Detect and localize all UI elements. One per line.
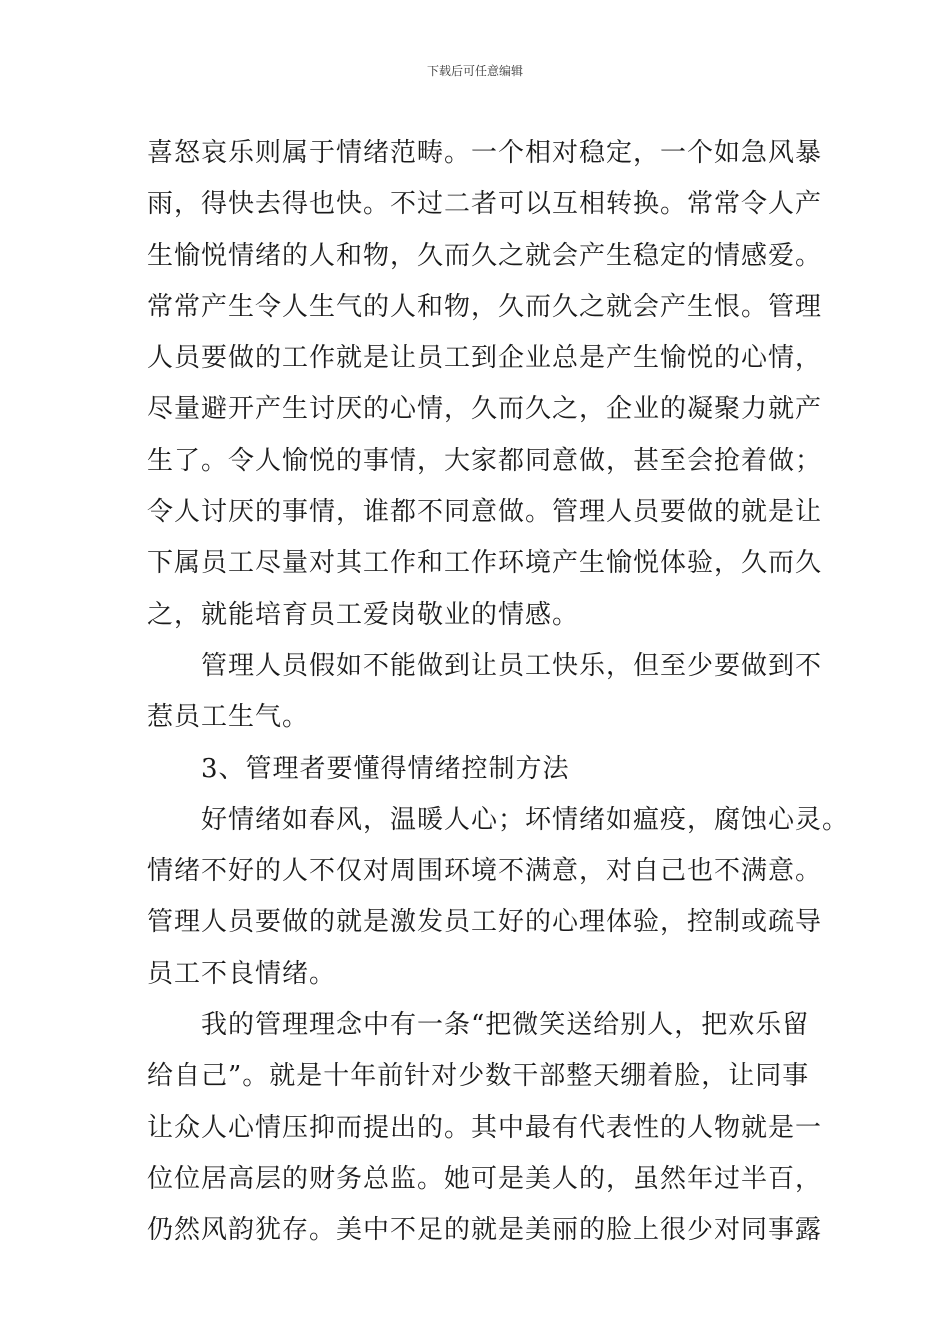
text-line: 令人讨厌的事情，谁都不同意做。管理人员要做的就是让 <box>147 497 823 528</box>
document-body <box>147 128 850 1257</box>
page-header: 下载后可任意编辑 <box>426 64 523 78</box>
text-line: 雨，得快去得也快。不过二者可以互相转换。常常令人产 <box>147 189 823 220</box>
text-line: 人员要做的工作就是让员工到企业总是产生愉悦的心情， <box>147 343 823 374</box>
text-line: 生愉悦情绪的人和物，久而久之就会产生稳定的情感爱。 <box>147 240 823 271</box>
text-line: 常常产生令人生气的人和物，久而久之就会产生恨。管理 <box>147 291 823 322</box>
text-line: 尽量避开产生讨厌的心情，久而久之，企业的凝聚力就产 <box>147 394 823 425</box>
text-line: 管理人员假如不能做到让员工快乐，但至少要做到不 <box>201 650 823 681</box>
text-line: 情绪不好的人不仅对周围环境不满意，对自己也不满意。 <box>147 856 823 887</box>
text-line: 喜怒哀乐则属于情绪范畴。一个相对稳定，一个如急风暴 <box>147 138 823 168</box>
text-line: 惹员工生气。 <box>147 702 310 733</box>
text-line: 我的管理理念中有一条“把微笑送给别人，把欢乐留 <box>201 1010 810 1041</box>
text-line: 管理人员要做的就是激发员工好的心理体验，控制或疏导 <box>147 907 823 938</box>
text-line: 下属员工尽量对其工作和工作环境产生愉悦体验，久而久 <box>147 548 823 579</box>
text-line: 让众人心情压抑而提出的。其中最有代表性的人物就是一 <box>147 1112 823 1143</box>
text-line: 好情绪如春风，温暖人心；坏情绪如瘟疫，腐蚀心灵。 <box>201 804 850 835</box>
text-line: 给自己”。就是十年前针对少数干部整天绷着脸，让同事 <box>147 1061 810 1092</box>
text-line: 3、管理者要懂得情绪控制方法 <box>201 753 570 784</box>
text-line: 之，就能培育员工爱岗敬业的情感。 <box>147 599 580 630</box>
text-line: 生了。令人愉悦的事情，大家都同意做，甚至会抢着做； <box>147 445 823 476</box>
text-line: 员工不良情绪。 <box>147 958 337 989</box>
text-line: 仍然风韵犹存。美中不足的就是美丽的脸上很少对同事露 <box>147 1215 823 1246</box>
text-line: 位位居高层的财务总监。她可是美人的，虽然年过半百， <box>147 1163 823 1194</box>
